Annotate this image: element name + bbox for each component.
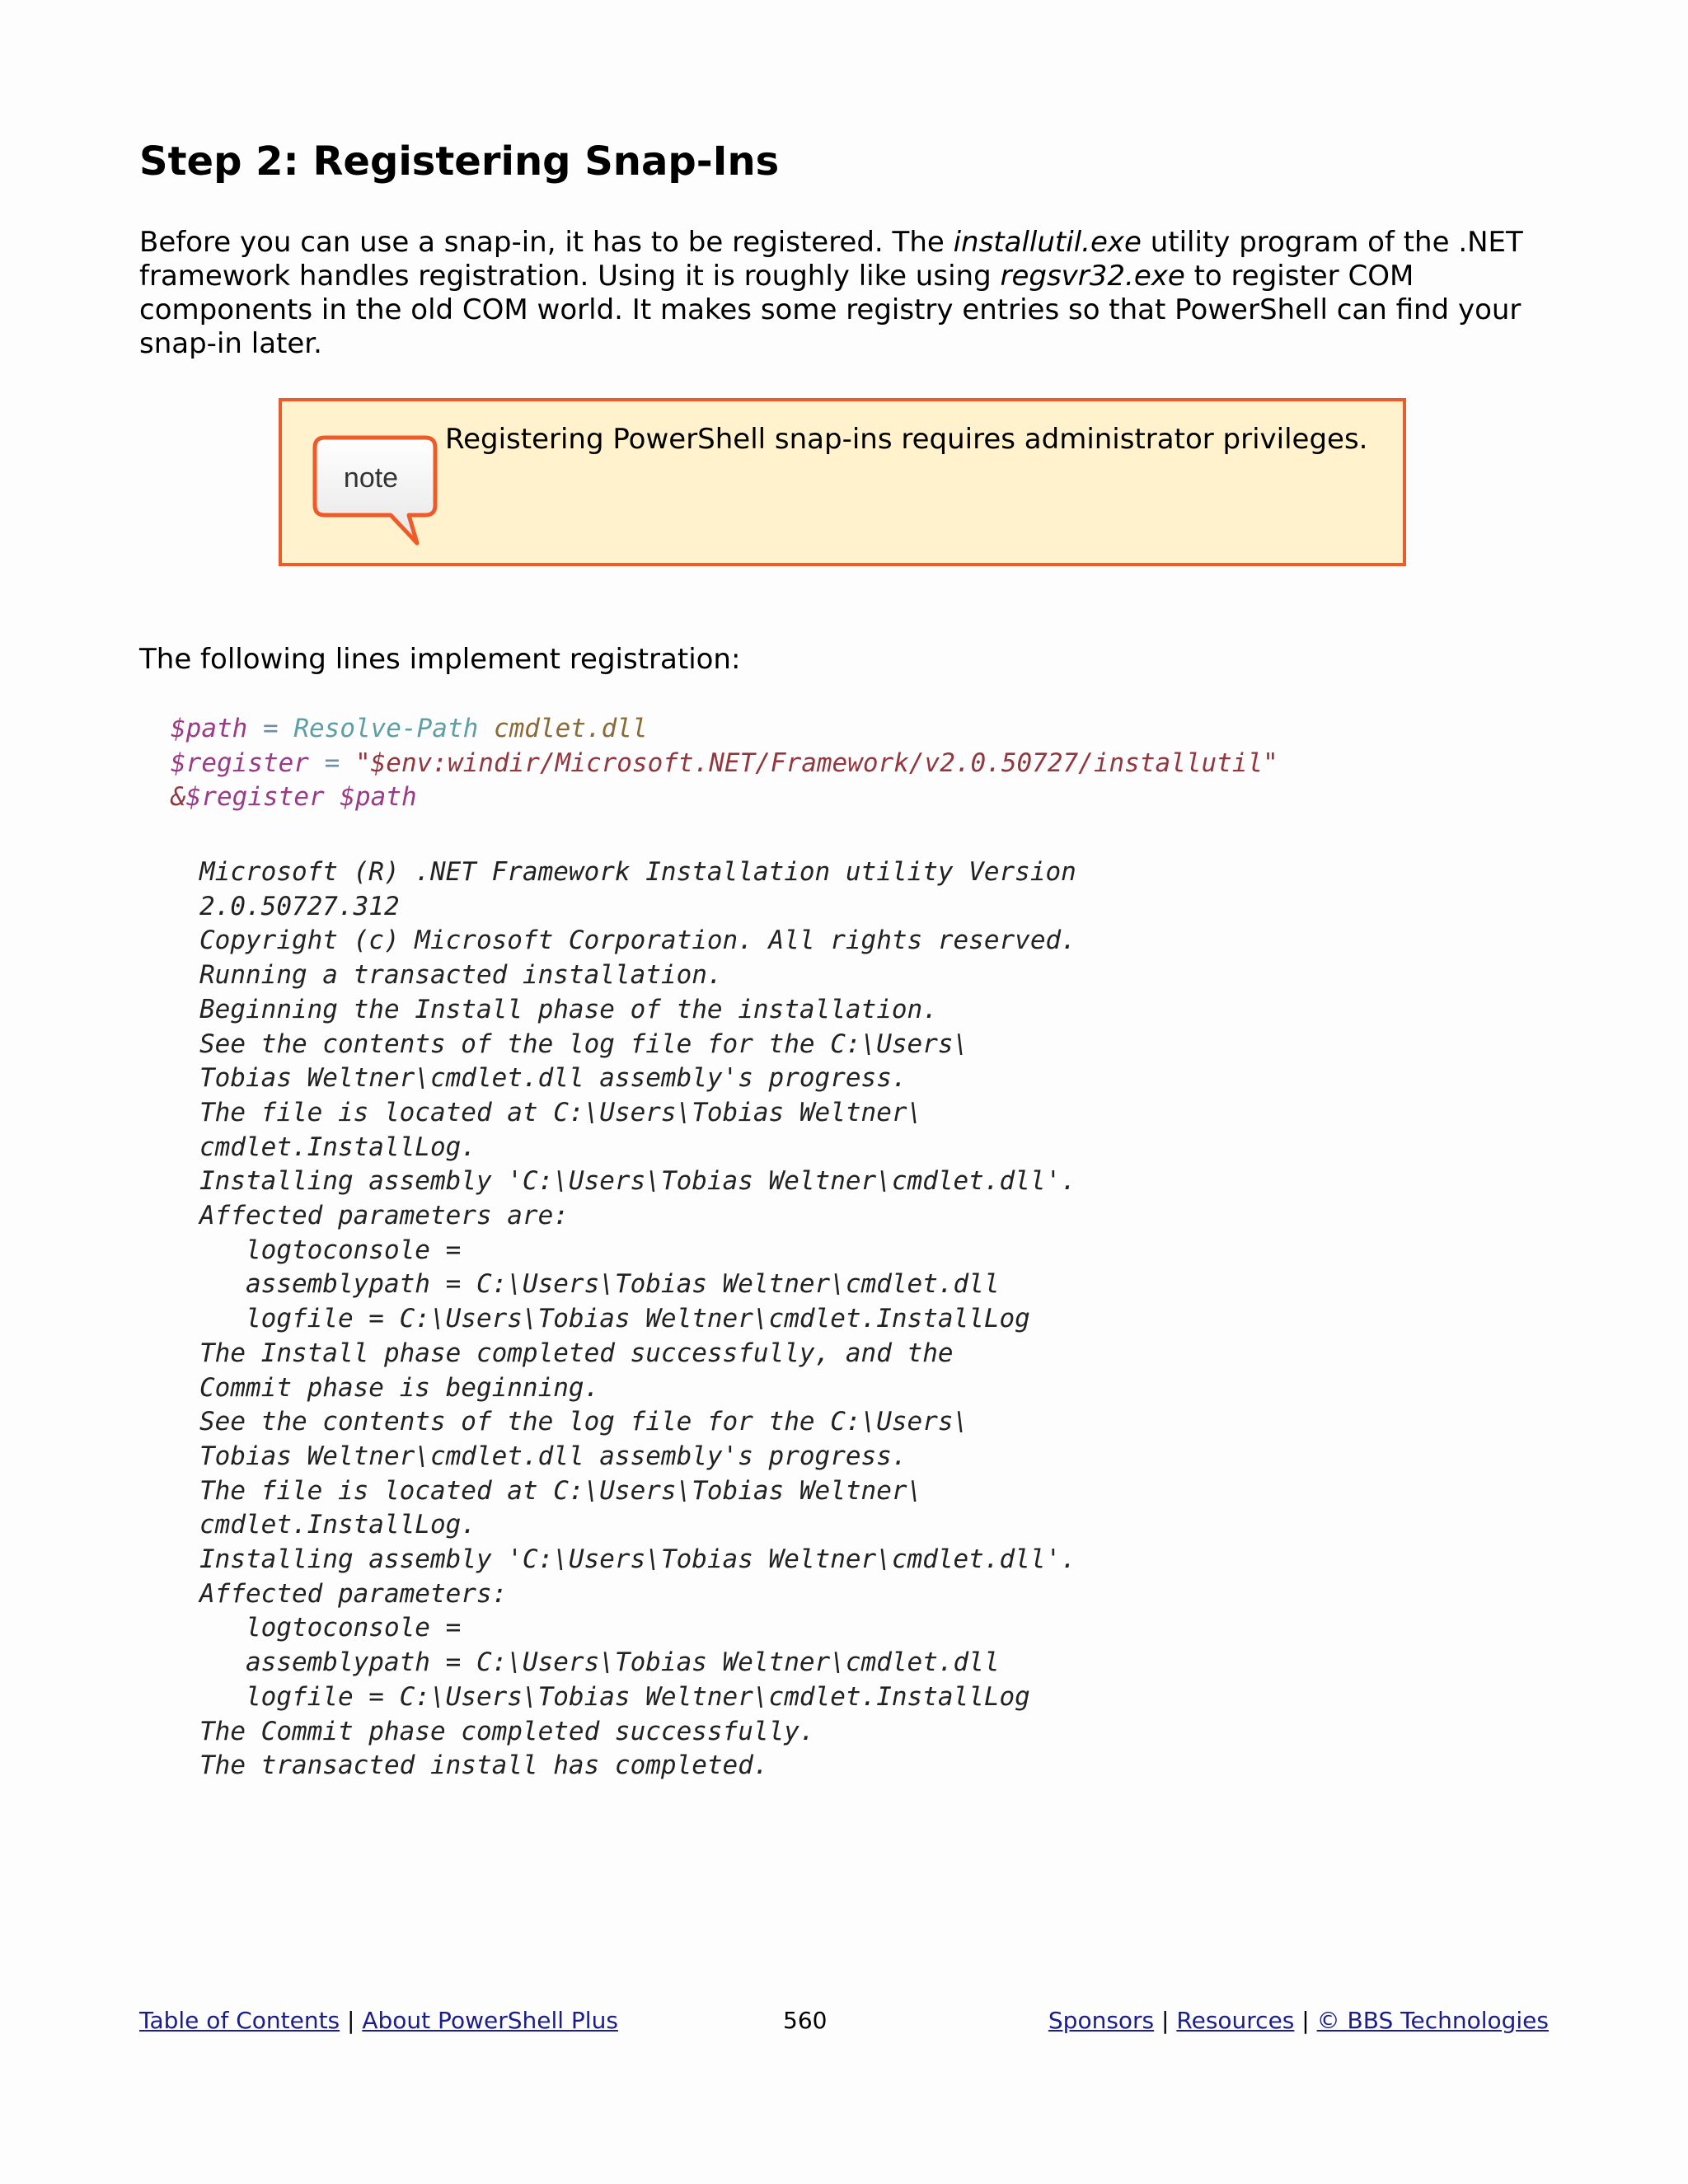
console-output-line: logtoconsole = xyxy=(199,1613,462,1643)
intro-text-3: to register COM components in the old COM world. It makes some registry entries so that PowerShell can find your snap-in later. xyxy=(139,260,1522,360)
intro-emphasis-installutil: installutil.exe xyxy=(953,226,1142,259)
code-token-op: = xyxy=(308,748,355,778)
code-token-op: = xyxy=(247,714,294,743)
console-output-line: See the contents of the log file for the C:\Users\ xyxy=(199,1029,969,1059)
note-text: Registering PowerShell snap-ins requires administrator privileges. xyxy=(445,423,1368,456)
resources-link[interactable]: Resources xyxy=(1176,2007,1295,2034)
page-footer xyxy=(139,2003,1549,2039)
console-output-line: Installing assembly 'C:\Users\Tobias Weltner\cmdlet.dll'. xyxy=(199,1544,1076,1575)
console-output-line: cmdlet.InstallLog. xyxy=(199,1510,476,1540)
footer-separator: | xyxy=(340,2007,363,2034)
code-line-1 xyxy=(171,714,648,743)
code-lead-text: The following lines implement registration: xyxy=(139,643,741,676)
console-output-line: Copyright (c) Microsoft Corporation. All rights reserved. xyxy=(199,926,1076,956)
toc-link[interactable]: Table of Contents xyxy=(139,2007,340,2034)
console-output-line: Microsoft (R) .NET Framework Installation utility Version xyxy=(199,857,1076,887)
console-output-line: The Commit phase completed successfully. xyxy=(199,1716,815,1746)
copyright-link[interactable]: © BBS Technologies xyxy=(1316,2007,1549,2034)
intro-paragraph xyxy=(139,226,1557,361)
console-output-line: Tobias Weltner\cmdlet.dll assembly's progress. xyxy=(199,1063,907,1094)
code-token-var: $path xyxy=(324,782,417,813)
console-output-line: The Install phase completed successfully, and the xyxy=(199,1338,954,1368)
console-output-line: Installing assembly 'C:\Users\Tobias Weltner\cmdlet.dll'. xyxy=(199,1166,1076,1197)
console-output-line: Affected parameters are: xyxy=(199,1201,569,1231)
console-output-line: assemblypath = C:\Users\Tobias Weltner\cmdlet.dll xyxy=(199,1647,1000,1678)
intro-text-2: utility program of the .NET framework handles registration. Using it is roughly like using xyxy=(139,226,1523,293)
code-token-var: $register xyxy=(171,748,309,778)
console-output-line: logfile = C:\Users\Tobias Weltner\cmdlet.InstallLog xyxy=(199,1304,1030,1334)
code-token-var: $path xyxy=(171,714,248,743)
code-line-3 xyxy=(171,782,417,812)
intro-emphasis-regsvr32: regsvr32.exe xyxy=(1000,260,1185,293)
note-icon-label: note xyxy=(343,462,399,494)
code-line-2 xyxy=(171,748,1278,778)
console-output-line: cmdlet.InstallLog. xyxy=(199,1132,476,1162)
sponsors-link[interactable]: Sponsors xyxy=(1048,2007,1155,2034)
code-block xyxy=(171,712,1278,815)
console-output-line: Beginning the Install phase of the installation. xyxy=(199,994,938,1024)
console-output xyxy=(199,855,1076,1783)
code-token-string: "$env:windir/Microsoft.NET/Framework/v2.0.50727/installutil" xyxy=(354,748,1278,778)
console-output-line: Commit phase is beginning. xyxy=(199,1372,600,1403)
console-output-line: logtoconsole = xyxy=(199,1235,462,1265)
console-output-line: logfile = C:\Users\Tobias Weltner\cmdlet.InstallLog xyxy=(199,1681,1030,1712)
console-output-line: The file is located at C:\Users\Tobias Weltner\ xyxy=(199,1475,923,1506)
note-callout xyxy=(279,398,1406,566)
code-token-op: & xyxy=(171,782,186,813)
intro-text-1: Before you can use a snap-in, it has to be registered. The xyxy=(139,226,954,259)
console-output-line: assemblypath = C:\Users\Tobias Weltner\cmdlet.dll xyxy=(199,1269,1000,1300)
console-output-line: 2.0.50727.312 xyxy=(199,891,400,921)
footer-left-links xyxy=(139,2003,618,2039)
note-speech-bubble-icon xyxy=(312,434,440,550)
console-output-line: Affected parameters: xyxy=(199,1578,508,1609)
about-powershell-plus-link[interactable]: About PowerShell Plus xyxy=(362,2007,618,2034)
code-token-var: $register xyxy=(185,782,325,813)
console-output-line: The file is located at C:\Users\Tobias Weltner\ xyxy=(199,1097,923,1127)
console-output-line: See the contents of the log file for the C:\Users\ xyxy=(199,1407,969,1437)
page-title: Step 2: Registering Snap-Ins xyxy=(139,138,780,185)
footer-right-links xyxy=(1048,2003,1549,2039)
console-output-line: Running a transacted installation. xyxy=(199,960,723,991)
footer-separator: | xyxy=(1154,2007,1177,2034)
console-output-line: The transacted install has completed. xyxy=(199,1750,769,1781)
code-token-cmdlet: Resolve-Path xyxy=(293,714,479,743)
console-output-line: Tobias Weltner\cmdlet.dll assembly's progress. xyxy=(199,1441,907,1471)
footer-separator: | xyxy=(1294,2007,1317,2034)
page-number: 560 xyxy=(783,2007,828,2034)
code-token-arg: cmdlet.dll xyxy=(478,714,648,743)
